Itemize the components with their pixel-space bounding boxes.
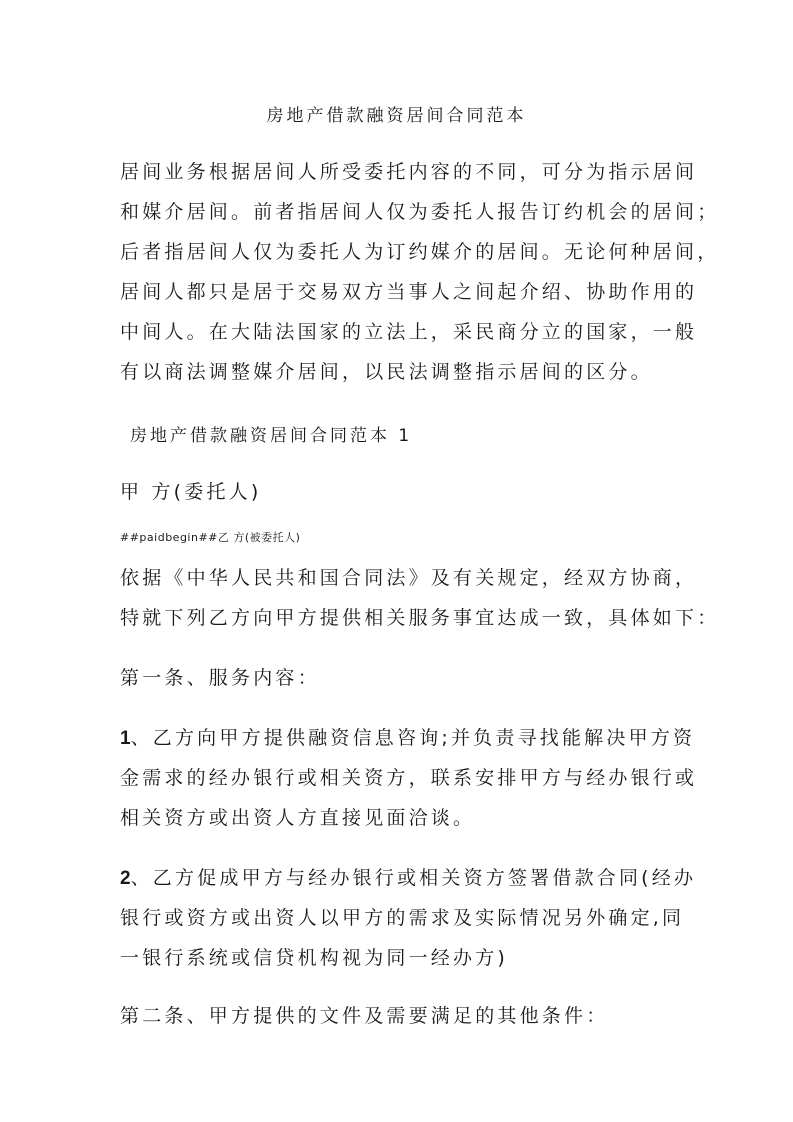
basis-line: 特就下列乙方向甲方提供相关服务事宜达成一致，具体如下：	[120, 607, 720, 629]
section-subtitle: 房地产借款融资居间合同范本 1	[130, 426, 413, 446]
item2-line: 银行或资方或出资人以甲方的需求及实际情况另外确定,同	[120, 907, 685, 929]
document-title: 房地产借款融资居间合同范本	[266, 106, 527, 126]
article1-heading: 第一条、服务内容：	[120, 667, 320, 689]
item1-line	[120, 726, 695, 751]
party-a: 甲 方(委托人)	[120, 481, 262, 503]
item2-number: 2	[120, 868, 131, 889]
intro-line: 中间人。在大陆法国家的立法上，采民商分立的国家，一般	[120, 321, 698, 343]
item1-line: 相关资方或出资人方直接见面洽谈。	[120, 807, 476, 829]
party-b: ##paidbegin##乙 方(被委托人)	[120, 531, 301, 544]
item1-text: 、乙方向甲方提供融资信息咨询;并负责寻找能解决甲方资	[130, 727, 696, 749]
intro-line: 居间业务根据居间人所受委托内容的不同，可分为指示居间	[120, 161, 698, 183]
item2-line: 一银行系统或信贷机构视为同一经办方)	[120, 947, 509, 969]
item1-line: 金需求的经办银行或相关资方，联系安排甲方与经办银行或	[120, 767, 698, 789]
item2-line	[120, 866, 696, 891]
basis-line: 依据《中华人民共和国合同法》及有关规定，经双方协商，	[120, 567, 698, 589]
article2-heading: 第二条、甲方提供的文件及需要满足的其他条件：	[120, 1005, 609, 1027]
item2-text: 、乙方促成甲方与经办银行或相关资方签署借款合同(经办	[130, 867, 697, 889]
item1-number: 1	[120, 728, 131, 749]
intro-line: 和媒介居间。前者指居间人仅为委托人报告订约机会的居间；	[120, 201, 720, 223]
intro-line: 有以商法调整媒介居间，以民法调整指示居间的区分。	[120, 361, 653, 383]
intro-line: 居间人都只是居于交易双方当事人之间起介绍、协助作用的	[120, 281, 698, 303]
intro-line: 后者指居间人仅为委托人为订约媒介的居间。无论何种居间，	[120, 241, 720, 263]
